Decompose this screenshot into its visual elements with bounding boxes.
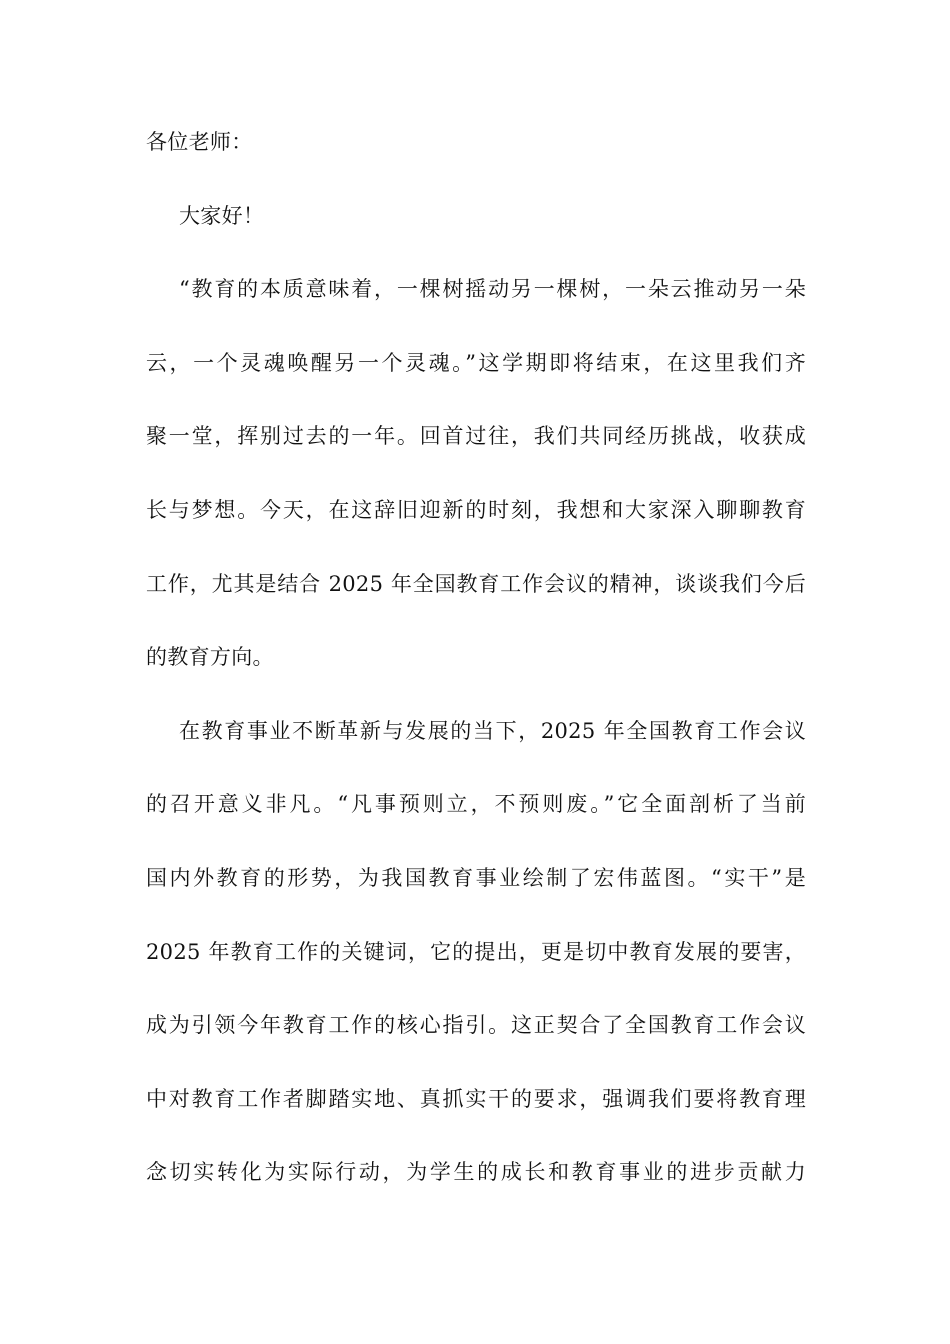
paragraph-2-line: 的召开意义非凡。“凡事预则立，不预则废。”它全面剖析了当前 xyxy=(146,792,806,817)
paragraph-2-line: 2025 年教育工作的关键词，它的提出，更是切中教育发展的要害， xyxy=(146,939,806,964)
paragraph-2-line: 国内外教育的形势，为我国教育事业绘制了宏伟蓝图。“实干”是 xyxy=(146,865,806,890)
paragraph-1-line: 长与梦想。今天，在这辞旧迎新的时刻，我想和大家深入聊聊教育 xyxy=(146,497,806,522)
paragraph-1-line: 的教育方向。 xyxy=(146,645,274,670)
greeting-line: 各位老师： xyxy=(146,130,253,154)
paragraph-2-line: 在教育事业不断革新与发展的当下，2025 年全国教育工作会议 xyxy=(179,718,806,743)
paragraph-2-line: 念切实转化为实际行动，为学生的成长和教育事业的进步贡献力 xyxy=(146,1160,806,1185)
paragraph-1-line: “教育的本质意味着，一棵树摇动另一棵树，一朵云推动另一朵 xyxy=(179,277,806,302)
paragraph-1-line: 云，一个灵魂唤醒另一个灵魂。”这学期即将结束，在这里我们齐 xyxy=(146,350,806,375)
paragraph-2-line: 成为引领今年教育工作的核心指引。这正契合了全国教育工作会议 xyxy=(146,1013,806,1038)
salutation-line: 大家好！ xyxy=(179,203,265,228)
paragraph-1-line: 工作，尤其是结合 2025 年全国教育工作会议的精神，谈谈我们今后 xyxy=(146,571,806,596)
paragraph-2-line: 中对教育工作者脚踏实地、真抓实干的要求，强调我们要将教育理 xyxy=(146,1086,806,1111)
document-body xyxy=(146,116,806,1220)
paragraph-1-line: 聚一堂，挥别过去的一年。回首过往，我们共同经历挑战，收获成 xyxy=(146,424,806,449)
